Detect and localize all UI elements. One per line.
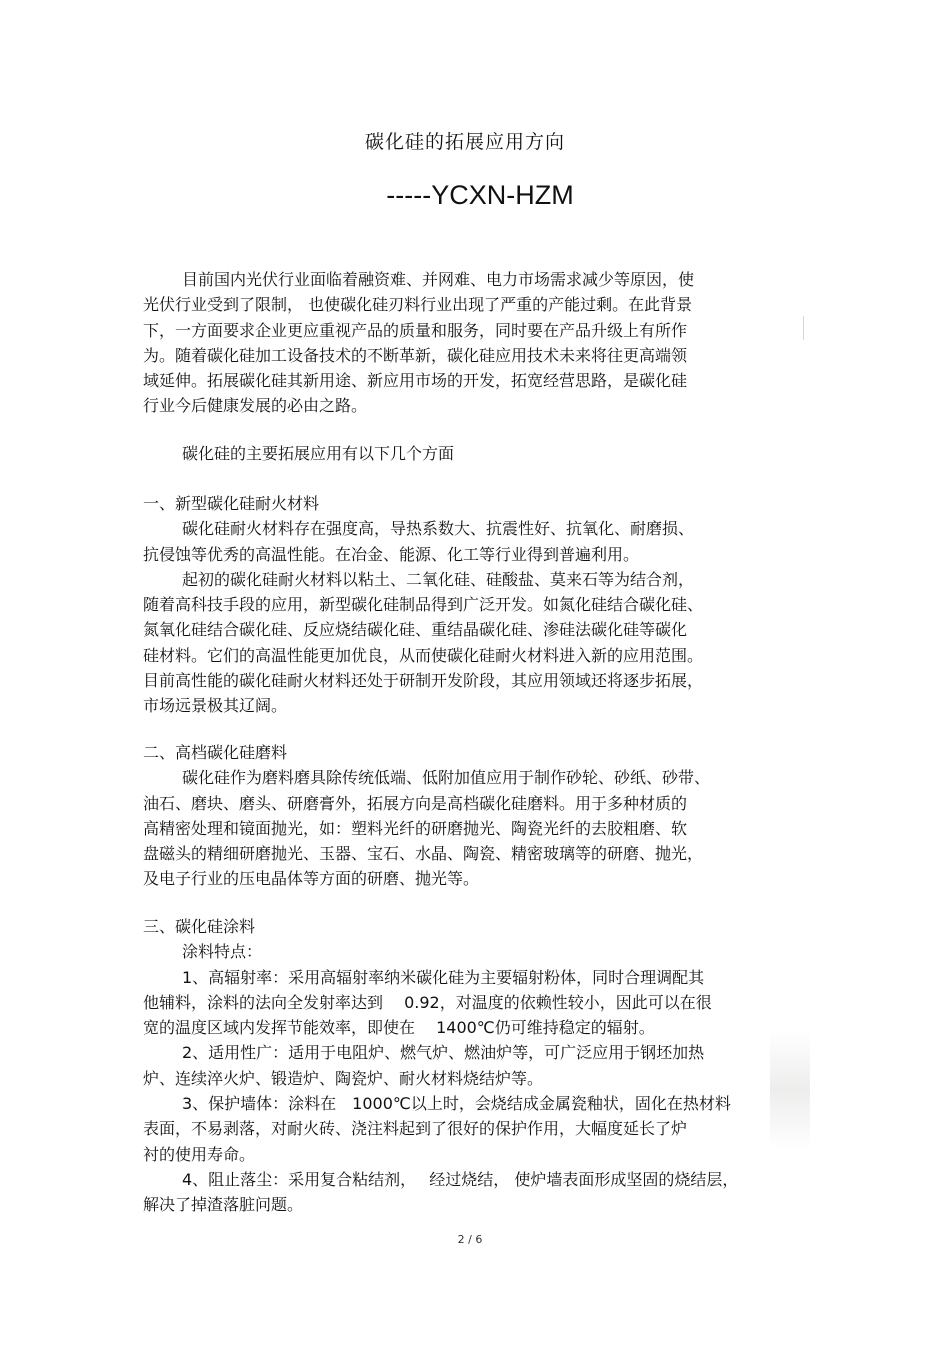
text-line: 表面，不易剥落，对耐火砖、浇注料起到了很好的保护作用，大幅度延长了炉	[143, 1119, 688, 1139]
scan-mark	[803, 316, 804, 340]
text-line: 宽的温度区域内发挥节能效率，即使在 1400℃仍可维持稳定的辐射。	[143, 1018, 655, 1038]
text-line: 4、阻止落尘：采用复合粘结剂， 经过烧结， 使炉墙表面形成坚固的烧结层，	[182, 1169, 739, 1189]
text-line: 盘磁头的精细研磨抛光、玉器、宝石、水晶、陶瓷、精密玻璃等的研磨、抛光，	[143, 844, 704, 864]
text-line: 市场远景极其辽阔。	[143, 696, 288, 716]
section-heading: 三、碳化硅涂料	[143, 917, 256, 936]
text-line: 行业今后健康发展的必由之路。	[143, 396, 368, 416]
text-line: 随着高科技手段的应用，新型碳化硅制品得到广泛开发。如氮化硅结合碳化硅、	[143, 595, 704, 615]
features-label: 涂料特点：	[182, 942, 263, 962]
section-abrasive	[143, 740, 788, 892]
text-line: 高精密处理和镜面抛光，如：塑料光纤的研磨抛光、陶瓷光纤的去胶粗磨、软	[143, 818, 688, 838]
text-line: 2、适用性广：适用于电阻炉、燃气炉、燃油炉等，可广泛应用于钢坯加热	[182, 1043, 705, 1063]
text-line: 起初的碳化硅耐火材料以粘土、二氧化硅、硅酸盐、莫来石等为结合剂，	[182, 569, 695, 589]
text-line: 硅材料。它们的高温性能更加优良，从而使碳化硅耐火材料进入新的应用范围。	[143, 645, 704, 665]
page-number: 2 / 6	[457, 1233, 483, 1246]
text-line: 目前高性能的碳化硅耐火材料还处于研制开发阶段，其应用领域还将逐步拓展，	[143, 671, 704, 691]
text-line: 碳化硅的主要拓展应用有以下几个方面	[182, 444, 455, 463]
text-line: 下，一方面要求企业更应重视产品的质量和服务，同时要在产品升级上有所作	[143, 320, 688, 340]
section-coating	[143, 914, 788, 1218]
text-line: 碳化硅耐火材料存在强度高，导热系数大、抗震性好、抗氧化、耐磨损、	[182, 519, 695, 539]
text-line: 3、保护墙体：涂料在 1000℃以上时，会烧结成金属瓷釉状，固化在热材料	[182, 1094, 731, 1114]
text-line: 他辅料，涂料的法向全发射率达到 0.92，对温度的依赖性较小，因此可以在很	[143, 992, 712, 1012]
text-line: 抗侵蚀等优秀的高温性能。在冶金、能源、化工等行业得到普遍利用。	[143, 544, 640, 564]
section-heading: 二、高档碳化硅磨料	[143, 743, 288, 762]
page-subtitle: -----YCXN-HZM	[386, 180, 574, 210]
text-line: 炉、连续淬火炉、锻造炉、陶瓷炉、耐火材料烧结炉等。	[143, 1068, 544, 1088]
section-refractory	[143, 491, 788, 719]
text-line: 光伏行业受到了限制， 也使碳化硅刃料行业出现了严重的产能过剩。在此背景	[143, 295, 693, 315]
text-line: 碳化硅作为磨料磨具除传统低端、低附加值应用于制作砂轮、砂纸、砂带、	[182, 768, 711, 788]
page-title: 碳化硅的拓展应用方向	[364, 131, 565, 153]
text-line: 为。随着碳化硅加工设备技术的不断革新，碳化硅应用技术未来将往更高端领	[143, 345, 688, 365]
intro-paragraph	[143, 267, 788, 419]
text-line: 解决了掉渣落脏问题。	[143, 1195, 304, 1215]
text-line: 衬的使用寿命。	[143, 1144, 256, 1164]
section-heading: 一、新型碳化硅耐火材料	[143, 494, 320, 513]
text-line: 氮氧化硅结合碳化硅、反应烧结碳化硅、重结晶碳化硅、渗硅法碳化硅等碳化	[143, 620, 688, 640]
text-line: 目前国内光伏行业面临着融资难、并网难、电力市场需求减少等原因，使	[182, 270, 695, 289]
text-line: 域延伸。拓展碳化硅其新用途、新应用市场的开发，拓宽经营思路，是碳化硅	[143, 371, 688, 391]
text-line: 及电子行业的压电晶体等方面的研磨、抛光等。	[143, 869, 480, 889]
text-line: 1、高辐射率：采用高辐射率纳米碳化硅为主要辐射粉体，同时合理调配其	[182, 967, 705, 987]
lead-paragraph	[143, 441, 788, 466]
text-line: 油石、磨块、磨头、研磨膏外，拓展方向是高档碳化硅磨料。用于多种材质的	[143, 793, 688, 813]
